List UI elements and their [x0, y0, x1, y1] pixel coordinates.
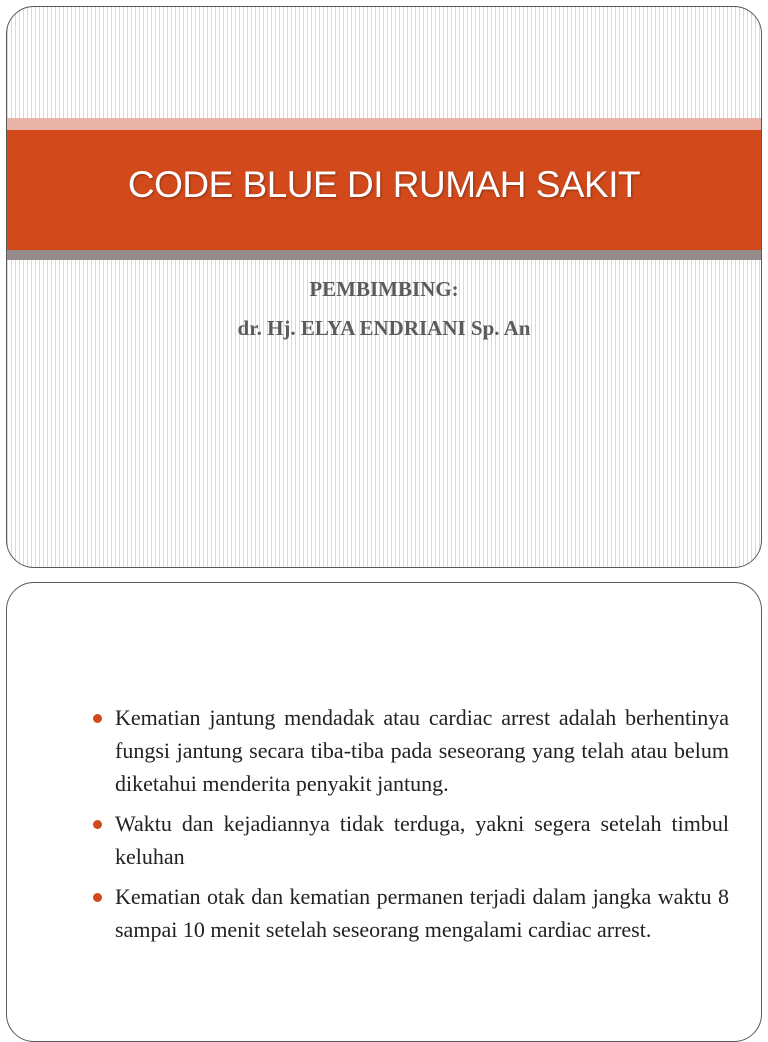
title-band-top-stripe	[7, 118, 761, 130]
title-band-bottom-stripe	[7, 250, 761, 260]
list-item	[89, 807, 729, 873]
bullet-list	[89, 701, 729, 953]
content-slide	[6, 582, 762, 1042]
bullet-dot-icon	[93, 893, 102, 902]
bullet-text: Kematian jantung mendadak atau cardiac arrest adalah berhentinya fungsi jantung secara tiba-tiba pada seseorang yang telah atau belum diketahui menderita penyakit jantung.	[115, 705, 729, 796]
list-item	[89, 701, 729, 800]
slide-title: CODE BLUE DI RUMAH SAKIT	[127, 164, 641, 205]
list-item	[89, 880, 729, 946]
bullet-text: Waktu dan kejadiannya tidak terduga, yakni segera setelah timbul keluhan	[115, 811, 729, 869]
bullet-dot-icon	[93, 714, 102, 723]
title-slide	[6, 6, 762, 568]
bullet-text: Kematian otak dan kematian permanen terjadi dalam jangka waktu 8 sampai 10 menit setelah seseorang mengalami cardiac arrest.	[115, 884, 729, 942]
supervisor-name: dr. Hj. ELYA ENDRIANI Sp. An	[237, 316, 531, 340]
bullet-dot-icon	[93, 820, 102, 829]
supervisor-label: PEMBIMBING:	[309, 277, 459, 301]
